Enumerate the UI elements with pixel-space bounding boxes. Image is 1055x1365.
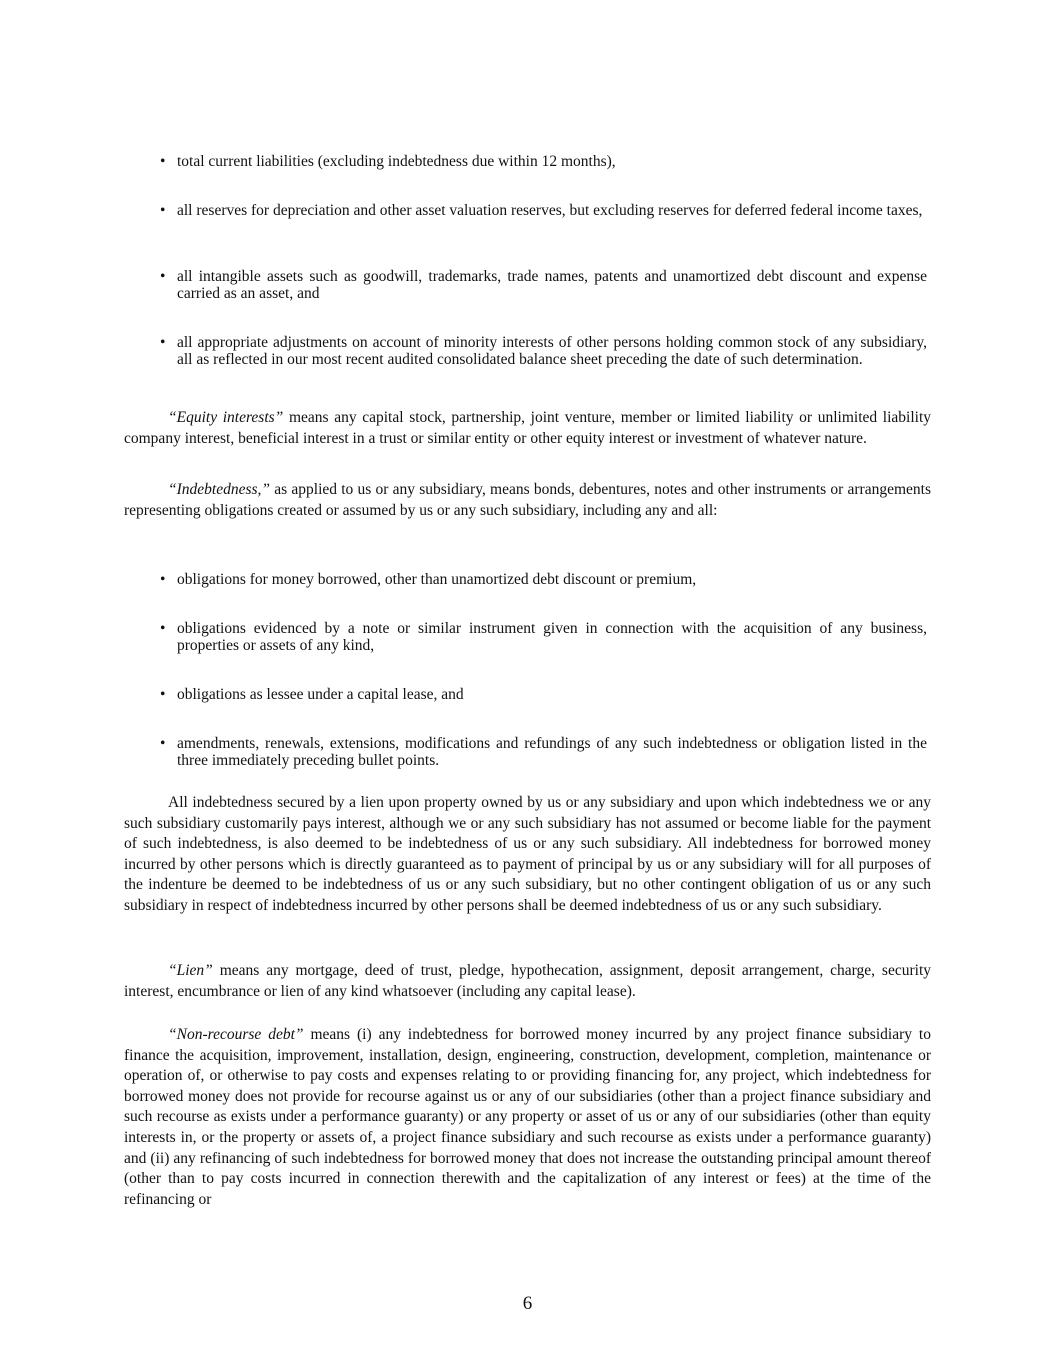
bullet-text: total current liabilities (excluding indebtedness due within 12 months), xyxy=(177,153,616,170)
definition-text: means any mortgage, deed of trust, pledge, hypothecation, assignment, deposit arrangement, charge, security interest, encumbrance or lien of any kind whatsoever (including any capital lease). xyxy=(124,962,931,1000)
defined-term: “Equity interests” xyxy=(168,409,284,426)
bullet-item xyxy=(160,153,927,170)
bullet-dot: • xyxy=(160,334,166,351)
bullet-dot: • xyxy=(160,571,166,588)
bullet-item xyxy=(160,620,927,654)
page-number: 6 xyxy=(522,1293,533,1314)
bullet-dot: • xyxy=(160,686,166,703)
bullet-dot: • xyxy=(160,268,166,285)
definition-text: means any capital stock, partnership, joint venture, member or limited liability or unlimited liability company interest, beneficial interest in a trust or similar entity or other equity interest or investment of whatever nature. xyxy=(124,409,932,447)
definition-text: means (i) any indebtedness for borrowed money incurred by any project finance subsidiary to finance the acquisition, improvement, installation, design, engineering, construction, development, completion, maintenance or operation of, or otherwise to pay costs and expenses relating to or providing financing for, any project, which indebtedness for borrowed money does not provide for recourse against us or any of our subsidiaries (other than a project finance subsidiary and such recourse as exists under a performance guaranty) or any property or asset of us or any of our subsidiaries (other than equity interests in, or the property or assets of, a project finance subsidiary and such recourse as exists under a performance guaranty) and (ii) any refinancing of such indebtedness for borrowed money that does not increase the outstanding principal amount thereof (other than to pay costs incurred in connection therewith and the capitalization of any interest or fees) at the time of the refinancing or xyxy=(124,1026,931,1208)
bullet-dot: • xyxy=(160,620,166,637)
bullet-item xyxy=(160,202,927,219)
bullet-text: obligations evidenced by a note or similar instrument given in connection with the acquisition of any business, properties or assets of any kind, xyxy=(177,620,927,654)
defined-term: “Lien” xyxy=(168,962,213,979)
bullet-text: obligations as lessee under a capital lease, and xyxy=(177,686,464,703)
bullet-item xyxy=(160,334,927,368)
bullet-text: obligations for money borrowed, other than unamortized debt discount or premium, xyxy=(177,571,697,588)
bullet-text: all appropriate adjustments on account of minority interests of other persons holding common stock of any subsidiary, all as reflected in our most recent audited consolidated balance sheet preceding the date of such determination. xyxy=(177,334,927,368)
bullet-dot: • xyxy=(160,735,166,752)
definition-non-recourse-debt xyxy=(124,1025,931,1210)
definition-text: as applied to us or any subsidiary, means bonds, debentures, notes and other instruments or arrangements representing obligations created or assumed by us or any such subsidiary, including any and all: xyxy=(124,481,931,519)
definition-indebtedness xyxy=(124,480,931,521)
bullet-text: all intangible assets such as goodwill, trademarks, trade names, patents and unamortized debt discount and expense carried as an asset, and xyxy=(177,268,927,302)
bullet-item xyxy=(160,686,927,703)
definition-lien xyxy=(124,961,931,1002)
bullet-dot: • xyxy=(160,153,166,170)
secured-indebtedness-paragraph: All indebtedness secured by a lien upon property owned by us or any subsidiary and upon which indebtedness we or any such subsidiary customarily pays interest, although we or any such subsidiary has not assumed or become liable for the payment of such indebtedness, is also deemed to be indebtedness of us or any such subsidiary. All indebtedness for borrowed money incurred by other persons which is directly guaranteed as to payment of principal by us or any subsidiary will for all purposes of the indenture be deemed to be indebtedness of us or any such subsidiary, but no other contingent obligation of us or any such subsidiary in respect of indebtedness incurred by other persons shall be deemed indebtedness of us or any such subsidiary. xyxy=(124,794,931,914)
bullet-item xyxy=(160,268,927,302)
bullet-item xyxy=(160,735,927,769)
bullet-dot: • xyxy=(160,202,166,219)
bullet-item xyxy=(160,571,927,588)
bullet-text: amendments, renewals, extensions, modifications and refundings of any such indebtedness or obligation listed in the three immediately preceding bullet points. xyxy=(177,735,927,769)
defined-term: “Indebtedness,” xyxy=(168,481,271,498)
definition-equity-interests xyxy=(124,408,931,449)
bullet-text: all reserves for depreciation and other asset valuation reserves, but excluding reserves for deferred federal income taxes, xyxy=(177,202,923,219)
defined-term: “Non-recourse debt” xyxy=(168,1026,304,1043)
